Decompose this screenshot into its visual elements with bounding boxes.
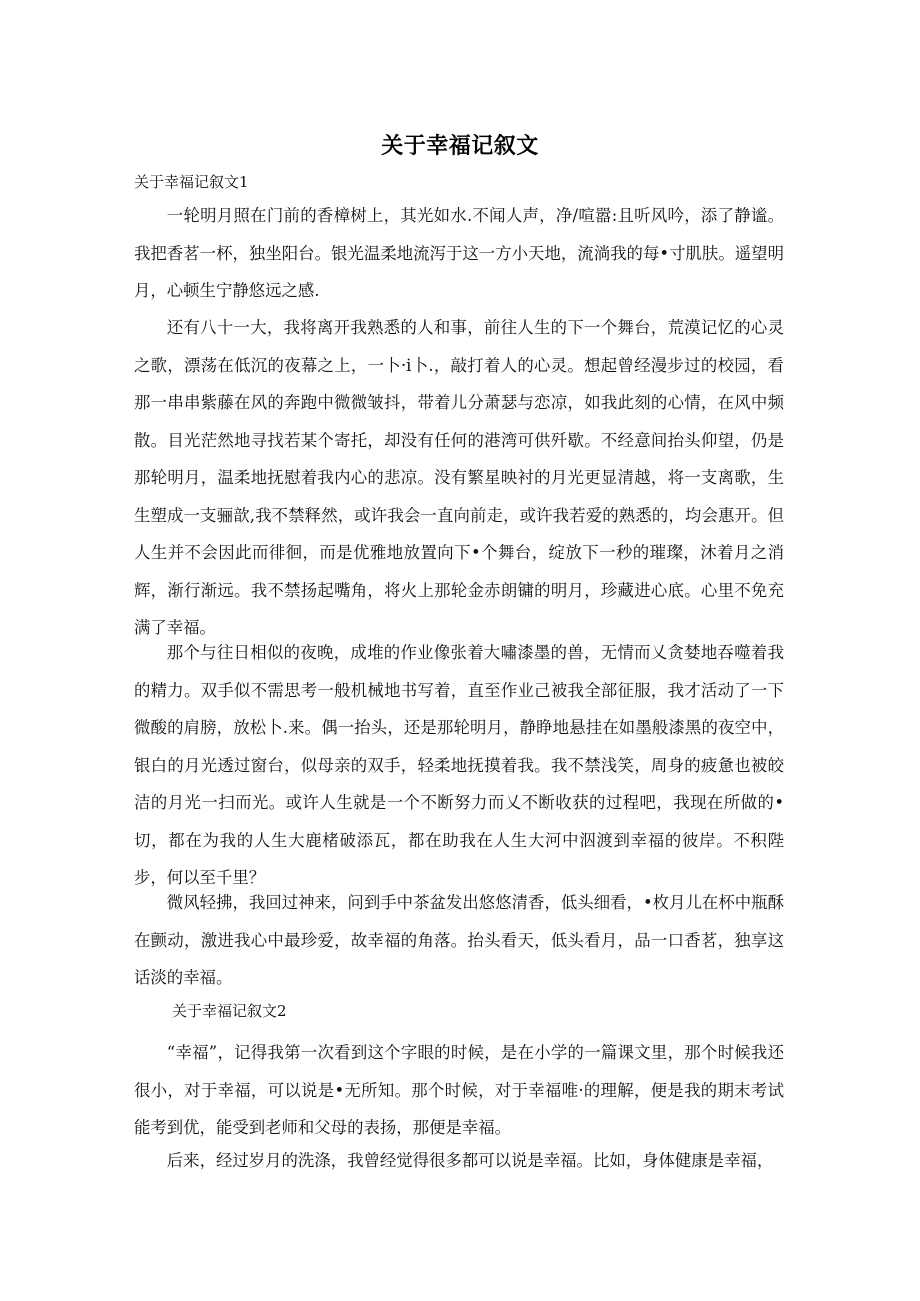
section-1-paragraph-2: 还有八十一大，我将离开我熟悉的人和事，前往人生的下一个舞台，荒漠记忆的心灵之歌，漂荡在低沉的夜幕之上，一卜·i卜.，敲打着人的心灵。想起曾经漫步过的校园，看那一串串紫藤在风的奔跑中微微皱抖，带着儿分萧瑟与恋凉，如我此刻的心情，在风中频散。目光茫然地寻找若某个寄托，却没有任何的港湾可供歼歇。不经意间抬头仰望，仍是那轮明月，温柔地抚慰着我内心的悲凉。没有繁星映衬的月光更显清越，将一支离歌，生生塑成一支骊歆,我不禁释然，或许我会一直向前走，或许我若爱的熟悉的，均会惠开。但人生并不会因此而徘徊，而是优雅地放置向下•个舞台，绽放下一秒的璀璨，沐着月之消辉，渐行渐远。我不禁扬起嘴角，将火上那轮金赤朗镛的明月，珍藏进心底。心里不免充满了幸福。 [134, 318, 784, 637]
section-1-paragraph-3: 那个与往日相似的夜晚，成堆的作业像张着大嘯漆墨的兽，无情而乂贪婪地吞噬着我的精力。双手似不需思考一般机械地书写着，直至作业己被我全部征服，我才活动了一下微酸的肩膀，放松卜.来。偶一抬头，还是那轮明月，静睁地悬挂在如墨般漆黑的夜空中，银白的月光透过窗台，似母亲的双手，轻柔地抚摸着我。我不禁浅笑，周身的疲惫也被皎洁的月光一扫而光。或许人生就是一个不断努力而乂不断收获的过程吧，我现在所做的•切，都在为我的人生大鹿楮破添瓦，都在助我在人生大河中泅渡到幸福的彼岸。不积陛步，何以至千里？ [134, 643, 784, 887]
section-heading-2: 关于幸福记叙文2 [172, 1002, 287, 1020]
section-1-paragraph-4: 微风轻拂，我回过神来，问到手中茶盆发出悠悠清香，低头细看，•枚月儿在杯中瓶酥在颤动，激进我心中最珍爱，故幸福的角落。抬头看天，低头看月，品一口香茗，独享这话淡的幸福。 [134, 893, 784, 987]
section-heading-1: 关于幸福记叙文1 [134, 173, 249, 191]
section-2-paragraph-1: “幸福”，记得我第一次看到这个字眼的时候，是在小学的一篇课文里，那个时候我还很小，对于幸福，可以说是•无所知。那个时候，对于幸福唯·的理解，便是我的期末考试能考到优，能受到老师和父母的表扬，那便是幸福。 [134, 1043, 784, 1137]
document-title: 关于幸福记叙文 [381, 133, 539, 159]
section-1-paragraph-1: 一轮明月照在门前的香樟树上，其光如水.不闻人声，净/喧嚣:且听风吟，添了静谧。我把香茗一杯，独坐阳台。银光温柔地流泻于这一方小天地，流淌我的每•寸肌肤。遥望明月，心顿生宁静悠远之感. [134, 206, 784, 300]
section-2-paragraph-2: 后来，经过岁月的洗涤，我曾经觉得很多都可以说是幸福。比如，身体健康是幸福， [166, 1151, 774, 1170]
